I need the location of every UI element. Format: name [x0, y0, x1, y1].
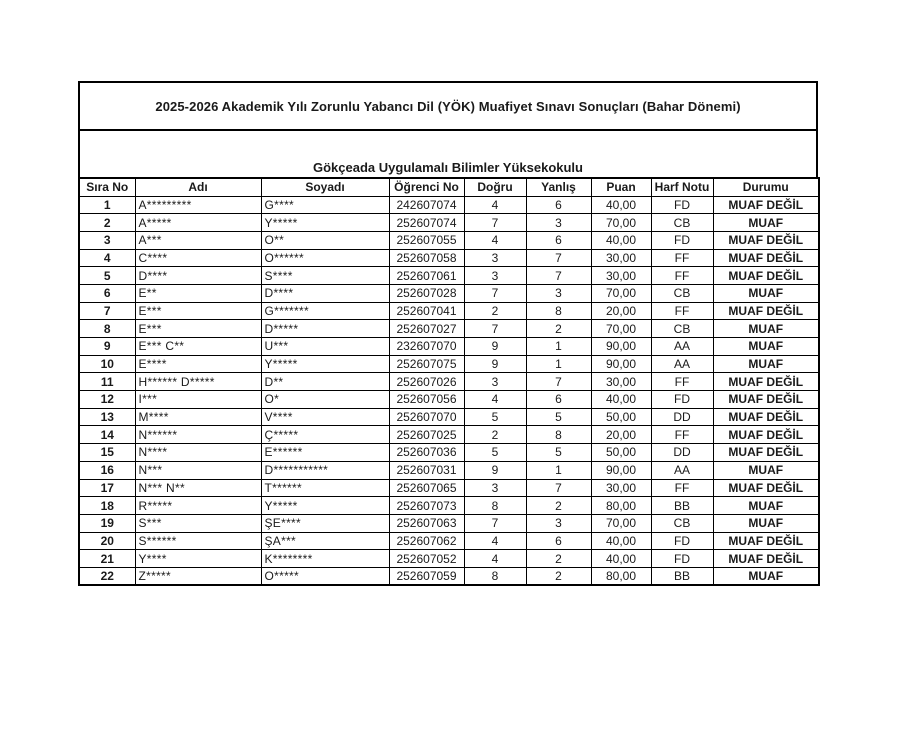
- status-cell: MUAF: [713, 514, 819, 532]
- score-cell: 70,00: [591, 514, 651, 532]
- student-no-cell: 252607074: [389, 214, 464, 232]
- table-row: [79, 444, 819, 462]
- status-cell: MUAF: [713, 338, 819, 356]
- first-name-cell: E***: [135, 320, 261, 338]
- table-row: [79, 373, 819, 391]
- student-no-cell: 252607058: [389, 249, 464, 267]
- status-cell: MUAF DEĞİL: [713, 550, 819, 568]
- school-name: Gökçeada Uygulamalı Bilimler Yüksekokulu: [78, 131, 818, 177]
- table-row: [79, 514, 819, 532]
- student-no-cell: 252607031: [389, 461, 464, 479]
- row-number-cell: 3: [79, 231, 135, 249]
- letter-grade-cell: BB: [651, 567, 713, 585]
- student-no-cell: 252607028: [389, 284, 464, 302]
- last-name-cell: V****: [261, 408, 389, 426]
- correct-count-cell: 4: [464, 550, 526, 568]
- first-name-cell: H****** D*****: [135, 373, 261, 391]
- row-number-cell: 20: [79, 532, 135, 550]
- table-row: [79, 338, 819, 356]
- last-name-cell: D*****: [261, 320, 389, 338]
- student-no-cell: 252607025: [389, 426, 464, 444]
- status-cell: MUAF DEĞİL: [713, 267, 819, 285]
- wrong-count-cell: 5: [526, 408, 591, 426]
- correct-count-cell: 3: [464, 249, 526, 267]
- table-row: [79, 567, 819, 585]
- wrong-count-cell: 3: [526, 214, 591, 232]
- student-no-cell: 252607075: [389, 355, 464, 373]
- letter-grade-cell: FF: [651, 426, 713, 444]
- correct-count-cell: 3: [464, 267, 526, 285]
- status-cell: MUAF: [713, 497, 819, 515]
- status-cell: MUAF DEĞİL: [713, 373, 819, 391]
- first-name-cell: Z*****: [135, 567, 261, 585]
- first-name-cell: E**: [135, 284, 261, 302]
- status-cell: MUAF: [713, 567, 819, 585]
- column-header-adi: Adı: [135, 178, 261, 196]
- last-name-cell: O******: [261, 249, 389, 267]
- letter-grade-cell: FD: [651, 550, 713, 568]
- row-number-cell: 22: [79, 567, 135, 585]
- letter-grade-cell: CB: [651, 320, 713, 338]
- score-cell: 40,00: [591, 196, 651, 214]
- last-name-cell: D****: [261, 284, 389, 302]
- header-row: [79, 178, 819, 196]
- wrong-count-cell: 2: [526, 497, 591, 515]
- letter-grade-cell: CB: [651, 284, 713, 302]
- first-name-cell: E***: [135, 302, 261, 320]
- first-name-cell: S******: [135, 532, 261, 550]
- first-name-cell: R*****: [135, 497, 261, 515]
- score-cell: 80,00: [591, 567, 651, 585]
- column-header-soyadi: Soyadı: [261, 178, 389, 196]
- score-cell: 80,00: [591, 497, 651, 515]
- correct-count-cell: 7: [464, 284, 526, 302]
- status-cell: MUAF DEĞİL: [713, 444, 819, 462]
- column-header-durumu: Durumu: [713, 178, 819, 196]
- row-number-cell: 19: [79, 514, 135, 532]
- column-header-puan: Puan: [591, 178, 651, 196]
- table-row: [79, 497, 819, 515]
- correct-count-cell: 2: [464, 302, 526, 320]
- last-name-cell: Y*****: [261, 355, 389, 373]
- row-number-cell: 9: [79, 338, 135, 356]
- letter-grade-cell: FD: [651, 196, 713, 214]
- status-cell: MUAF: [713, 355, 819, 373]
- score-cell: 40,00: [591, 550, 651, 568]
- last-name-cell: D***********: [261, 461, 389, 479]
- row-number-cell: 4: [79, 249, 135, 267]
- score-cell: 40,00: [591, 231, 651, 249]
- status-cell: MUAF DEĞİL: [713, 532, 819, 550]
- wrong-count-cell: 3: [526, 284, 591, 302]
- table-row: [79, 302, 819, 320]
- last-name-cell: T******: [261, 479, 389, 497]
- results-table: [78, 177, 820, 586]
- letter-grade-cell: AA: [651, 355, 713, 373]
- first-name-cell: D****: [135, 267, 261, 285]
- table-row: [79, 550, 819, 568]
- table-row: [79, 461, 819, 479]
- status-cell: MUAF: [713, 461, 819, 479]
- first-name-cell: N***: [135, 461, 261, 479]
- wrong-count-cell: 7: [526, 267, 591, 285]
- column-header-yanlis: Yanlış: [526, 178, 591, 196]
- correct-count-cell: 9: [464, 355, 526, 373]
- correct-count-cell: 4: [464, 391, 526, 409]
- wrong-count-cell: 7: [526, 373, 591, 391]
- first-name-cell: S***: [135, 514, 261, 532]
- correct-count-cell: 4: [464, 532, 526, 550]
- row-number-cell: 12: [79, 391, 135, 409]
- score-cell: 30,00: [591, 267, 651, 285]
- score-cell: 20,00: [591, 426, 651, 444]
- status-cell: MUAF: [713, 320, 819, 338]
- correct-count-cell: 4: [464, 196, 526, 214]
- last-name-cell: U***: [261, 338, 389, 356]
- score-cell: 40,00: [591, 532, 651, 550]
- first-name-cell: A*****: [135, 214, 261, 232]
- last-name-cell: O*****: [261, 567, 389, 585]
- row-number-cell: 5: [79, 267, 135, 285]
- status-cell: MUAF DEĞİL: [713, 302, 819, 320]
- first-name-cell: C****: [135, 249, 261, 267]
- letter-grade-cell: DD: [651, 408, 713, 426]
- status-cell: MUAF DEĞİL: [713, 249, 819, 267]
- document-title: 2025-2026 Akademik Yılı Zorunlu Yabancı Dil (YÖK) Muafiyet Sınavı Sonuçları (Bahar Dönemi): [78, 81, 818, 131]
- wrong-count-cell: 2: [526, 320, 591, 338]
- table-row: [79, 267, 819, 285]
- last-name-cell: D**: [261, 373, 389, 391]
- letter-grade-cell: BB: [651, 497, 713, 515]
- results-document: [78, 81, 818, 586]
- row-number-cell: 18: [79, 497, 135, 515]
- table-row: [79, 196, 819, 214]
- first-name-cell: A*********: [135, 196, 261, 214]
- table-row: [79, 320, 819, 338]
- first-name-cell: M****: [135, 408, 261, 426]
- first-name-cell: N*** N**: [135, 479, 261, 497]
- wrong-count-cell: 8: [526, 426, 591, 444]
- correct-count-cell: 7: [464, 514, 526, 532]
- letter-grade-cell: FD: [651, 391, 713, 409]
- status-cell: MUAF: [713, 284, 819, 302]
- status-cell: MUAF DEĞİL: [713, 426, 819, 444]
- correct-count-cell: 7: [464, 320, 526, 338]
- letter-grade-cell: AA: [651, 461, 713, 479]
- first-name-cell: I***: [135, 391, 261, 409]
- wrong-count-cell: 6: [526, 196, 591, 214]
- letter-grade-cell: CB: [651, 214, 713, 232]
- correct-count-cell: 8: [464, 567, 526, 585]
- letter-grade-cell: FD: [651, 532, 713, 550]
- row-number-cell: 16: [79, 461, 135, 479]
- last-name-cell: ŞA***: [261, 532, 389, 550]
- wrong-count-cell: 1: [526, 355, 591, 373]
- student-no-cell: 252607073: [389, 497, 464, 515]
- correct-count-cell: 2: [464, 426, 526, 444]
- wrong-count-cell: 6: [526, 532, 591, 550]
- wrong-count-cell: 1: [526, 461, 591, 479]
- student-no-cell: 252607041: [389, 302, 464, 320]
- first-name-cell: N****: [135, 444, 261, 462]
- table-row: [79, 214, 819, 232]
- student-no-cell: 252607055: [389, 231, 464, 249]
- wrong-count-cell: 3: [526, 514, 591, 532]
- correct-count-cell: 4: [464, 231, 526, 249]
- letter-grade-cell: FF: [651, 267, 713, 285]
- wrong-count-cell: 6: [526, 391, 591, 409]
- row-number-cell: 11: [79, 373, 135, 391]
- wrong-count-cell: 2: [526, 550, 591, 568]
- student-no-cell: 232607070: [389, 338, 464, 356]
- score-cell: 50,00: [591, 444, 651, 462]
- row-number-cell: 10: [79, 355, 135, 373]
- last-name-cell: G*******: [261, 302, 389, 320]
- column-header-harf-notu: Harf Notu: [651, 178, 713, 196]
- correct-count-cell: 9: [464, 461, 526, 479]
- score-cell: 20,00: [591, 302, 651, 320]
- student-no-cell: 252607061: [389, 267, 464, 285]
- status-cell: MUAF: [713, 214, 819, 232]
- score-cell: 40,00: [591, 391, 651, 409]
- wrong-count-cell: 5: [526, 444, 591, 462]
- row-number-cell: 13: [79, 408, 135, 426]
- wrong-count-cell: 1: [526, 338, 591, 356]
- student-no-cell: 252607036: [389, 444, 464, 462]
- wrong-count-cell: 8: [526, 302, 591, 320]
- row-number-cell: 2: [79, 214, 135, 232]
- last-name-cell: Ç*****: [261, 426, 389, 444]
- score-cell: 30,00: [591, 249, 651, 267]
- correct-count-cell: 8: [464, 497, 526, 515]
- last-name-cell: Y*****: [261, 214, 389, 232]
- score-cell: 30,00: [591, 479, 651, 497]
- first-name-cell: A***: [135, 231, 261, 249]
- student-no-cell: 252607056: [389, 391, 464, 409]
- last-name-cell: G****: [261, 196, 389, 214]
- correct-count-cell: 3: [464, 479, 526, 497]
- column-header-ogrenci-no: Öğrenci No: [389, 178, 464, 196]
- first-name-cell: E****: [135, 355, 261, 373]
- student-no-cell: 252607052: [389, 550, 464, 568]
- score-cell: 70,00: [591, 284, 651, 302]
- row-number-cell: 1: [79, 196, 135, 214]
- column-header-sira-no: Sıra No: [79, 178, 135, 196]
- row-number-cell: 21: [79, 550, 135, 568]
- table-body: [79, 196, 819, 585]
- score-cell: 90,00: [591, 338, 651, 356]
- letter-grade-cell: FF: [651, 373, 713, 391]
- wrong-count-cell: 2: [526, 567, 591, 585]
- last-name-cell: K********: [261, 550, 389, 568]
- last-name-cell: S****: [261, 267, 389, 285]
- row-number-cell: 7: [79, 302, 135, 320]
- row-number-cell: 6: [79, 284, 135, 302]
- score-cell: 90,00: [591, 461, 651, 479]
- score-cell: 70,00: [591, 320, 651, 338]
- student-no-cell: 252607070: [389, 408, 464, 426]
- student-no-cell: 242607074: [389, 196, 464, 214]
- table-row: [79, 479, 819, 497]
- table-row: [79, 408, 819, 426]
- table-row: [79, 532, 819, 550]
- letter-grade-cell: FF: [651, 302, 713, 320]
- student-no-cell: 252607026: [389, 373, 464, 391]
- column-header-dogru: Doğru: [464, 178, 526, 196]
- score-cell: 30,00: [591, 373, 651, 391]
- status-cell: MUAF DEĞİL: [713, 231, 819, 249]
- last-name-cell: ŞE****: [261, 514, 389, 532]
- student-no-cell: 252607027: [389, 320, 464, 338]
- wrong-count-cell: 6: [526, 231, 591, 249]
- last-name-cell: O**: [261, 231, 389, 249]
- table-row: [79, 231, 819, 249]
- first-name-cell: N******: [135, 426, 261, 444]
- student-no-cell: 252607059: [389, 567, 464, 585]
- status-cell: MUAF DEĞİL: [713, 408, 819, 426]
- status-cell: MUAF DEĞİL: [713, 479, 819, 497]
- correct-count-cell: 3: [464, 373, 526, 391]
- letter-grade-cell: FD: [651, 231, 713, 249]
- wrong-count-cell: 7: [526, 249, 591, 267]
- letter-grade-cell: FF: [651, 249, 713, 267]
- first-name-cell: Y****: [135, 550, 261, 568]
- wrong-count-cell: 7: [526, 479, 591, 497]
- first-name-cell: E*** C**: [135, 338, 261, 356]
- letter-grade-cell: AA: [651, 338, 713, 356]
- correct-count-cell: 7: [464, 214, 526, 232]
- table-row: [79, 249, 819, 267]
- correct-count-cell: 5: [464, 444, 526, 462]
- student-no-cell: 252607065: [389, 479, 464, 497]
- correct-count-cell: 9: [464, 338, 526, 356]
- letter-grade-cell: CB: [651, 514, 713, 532]
- score-cell: 50,00: [591, 408, 651, 426]
- last-name-cell: Y*****: [261, 497, 389, 515]
- table-row: [79, 426, 819, 444]
- correct-count-cell: 5: [464, 408, 526, 426]
- status-cell: MUAF DEĞİL: [713, 391, 819, 409]
- table-row: [79, 391, 819, 409]
- table-row: [79, 355, 819, 373]
- letter-grade-cell: DD: [651, 444, 713, 462]
- last-name-cell: O*: [261, 391, 389, 409]
- student-no-cell: 252607062: [389, 532, 464, 550]
- score-cell: 70,00: [591, 214, 651, 232]
- row-number-cell: 14: [79, 426, 135, 444]
- table-row: [79, 284, 819, 302]
- score-cell: 90,00: [591, 355, 651, 373]
- row-number-cell: 17: [79, 479, 135, 497]
- row-number-cell: 15: [79, 444, 135, 462]
- status-cell: MUAF DEĞİL: [713, 196, 819, 214]
- student-no-cell: 252607063: [389, 514, 464, 532]
- row-number-cell: 8: [79, 320, 135, 338]
- letter-grade-cell: FF: [651, 479, 713, 497]
- last-name-cell: E******: [261, 444, 389, 462]
